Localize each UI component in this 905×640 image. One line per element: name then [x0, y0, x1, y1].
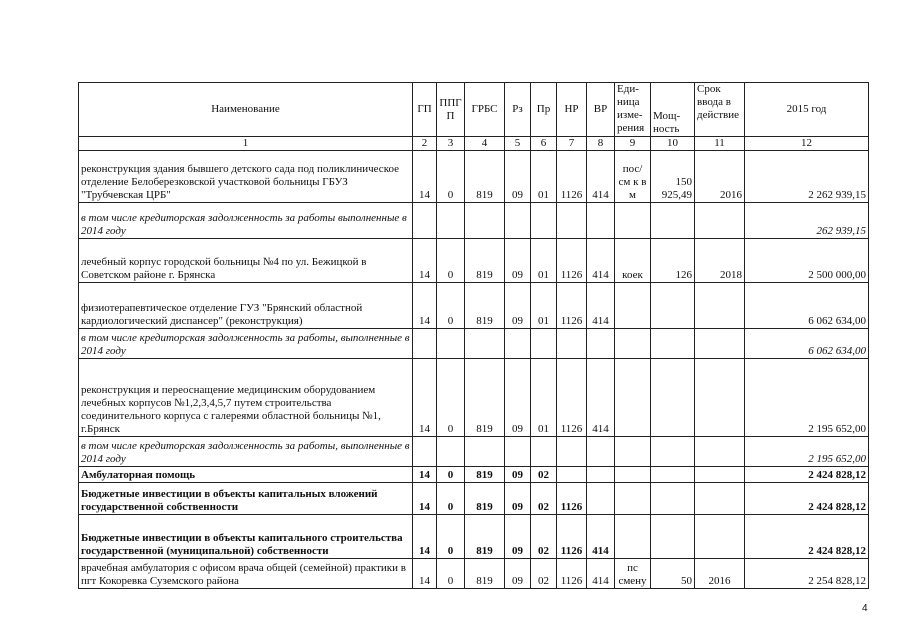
cell-rz: [505, 329, 531, 359]
cell-pr: 02: [531, 467, 557, 483]
cell-gp: 14: [413, 151, 437, 203]
cell-ppg: 0: [437, 559, 465, 589]
cell-nr: 1126: [557, 359, 587, 437]
cell-amount: 2 424 828,12: [745, 483, 869, 515]
cell-capacity: 50: [651, 559, 695, 589]
header-term: Срок ввода в действие: [695, 83, 745, 137]
cell-pr: 01: [531, 359, 557, 437]
cell-rz: 09: [505, 467, 531, 483]
cell-amount: 2 254 828,12: [745, 559, 869, 589]
column-number: 7: [557, 137, 587, 151]
cell-pr: [531, 203, 557, 239]
cell-term: 2016: [695, 151, 745, 203]
cell-ppg: 0: [437, 359, 465, 437]
cell-rz: 09: [505, 515, 531, 559]
cell-ppg: [437, 437, 465, 467]
cell-capacity: [651, 437, 695, 467]
column-number: 8: [587, 137, 615, 151]
header-nr: НР: [557, 83, 587, 137]
cell-grbs: [465, 203, 505, 239]
cell-name: Бюджетные инвестиции в объекты капитального строительства государственной (муниципальной) собственности: [79, 515, 413, 559]
cell-nr: [557, 203, 587, 239]
cell-nr: 1126: [557, 283, 587, 329]
cell-amount: 6 062 634,00: [745, 283, 869, 329]
column-number: 5: [505, 137, 531, 151]
cell-nr: 1126: [557, 515, 587, 559]
table-row: [79, 203, 869, 239]
cell-gp: [413, 203, 437, 239]
cell-rz: [505, 203, 531, 239]
cell-term: 2018: [695, 239, 745, 283]
cell-ppg: 0: [437, 283, 465, 329]
cell-gp: [413, 437, 437, 467]
column-number: 2: [413, 137, 437, 151]
cell-amount: 2 424 828,12: [745, 467, 869, 483]
cell-amount: 2 500 000,00: [745, 239, 869, 283]
column-number: 1: [79, 137, 413, 151]
cell-capacity: [651, 329, 695, 359]
cell-name: в том числе кредиторская задолженность за работы, выполненные в 2014 году: [79, 329, 413, 359]
cell-unit: коек: [615, 239, 651, 283]
header-vr: ВР: [587, 83, 615, 137]
cell-capacity: [651, 283, 695, 329]
cell-vr: [587, 467, 615, 483]
header-rz: Рз: [505, 83, 531, 137]
column-number: 11: [695, 137, 745, 151]
cell-vr: 414: [587, 559, 615, 589]
cell-nr: [557, 437, 587, 467]
table-row: [79, 359, 869, 437]
cell-capacity: [651, 203, 695, 239]
cell-amount: 2 262 939,15: [745, 151, 869, 203]
cell-amount: 2 195 652,00: [745, 359, 869, 437]
cell-capacity: [651, 515, 695, 559]
cell-unit: [615, 359, 651, 437]
header-unit: Еди- ница изме- рения: [615, 83, 651, 137]
cell-term: [695, 437, 745, 467]
cell-grbs: 819: [465, 151, 505, 203]
table-row: [79, 559, 869, 589]
table-row: [79, 329, 869, 359]
cell-rz: 09: [505, 559, 531, 589]
cell-term: [695, 329, 745, 359]
cell-capacity: [651, 483, 695, 515]
cell-grbs: 819: [465, 359, 505, 437]
cell-vr: [587, 329, 615, 359]
cell-grbs: [465, 437, 505, 467]
cell-name: в том числе кредиторская задолженность за работы выполненные в 2014 году: [79, 203, 413, 239]
cell-nr: [557, 467, 587, 483]
cell-vr: 414: [587, 515, 615, 559]
cell-ppg: [437, 203, 465, 239]
cell-nr: 1126: [557, 239, 587, 283]
cell-name: Амбулаторная помощь: [79, 467, 413, 483]
cell-gp: 14: [413, 467, 437, 483]
cell-gp: 14: [413, 239, 437, 283]
cell-term: [695, 283, 745, 329]
cell-amount: 2 195 652,00: [745, 437, 869, 467]
cell-unit: [615, 283, 651, 329]
column-number: 3: [437, 137, 465, 151]
cell-capacity: [651, 359, 695, 437]
cell-vr: 414: [587, 151, 615, 203]
cell-unit: [615, 203, 651, 239]
cell-unit: [615, 467, 651, 483]
cell-vr: [587, 437, 615, 467]
cell-pr: 02: [531, 483, 557, 515]
cell-ppg: 0: [437, 515, 465, 559]
header-capacity: Мощ- ность: [651, 83, 695, 137]
cell-gp: 14: [413, 559, 437, 589]
cell-term: [695, 359, 745, 437]
cell-ppg: 0: [437, 239, 465, 283]
cell-vr: [587, 203, 615, 239]
cell-nr: 1126: [557, 559, 587, 589]
cell-ppg: [437, 329, 465, 359]
cell-name: физиотерапевтическое отделение ГУЗ "Брянский областной кардиологический диспансер" (реконструкция): [79, 283, 413, 329]
cell-term: 2016: [695, 559, 745, 589]
cell-pr: 01: [531, 239, 557, 283]
cell-term: [695, 483, 745, 515]
cell-unit: [615, 437, 651, 467]
column-numbers-row: [79, 137, 869, 151]
table-row: [79, 515, 869, 559]
cell-nr: [557, 329, 587, 359]
table-row: [79, 151, 869, 203]
cell-nr: 1126: [557, 483, 587, 515]
table-row: [79, 437, 869, 467]
cell-grbs: 819: [465, 559, 505, 589]
cell-grbs: 819: [465, 239, 505, 283]
cell-name: лечебный корпус городской больницы №4 по ул. Бежицкой в Советском районе г. Брянска: [79, 239, 413, 283]
cell-gp: 14: [413, 483, 437, 515]
cell-gp: [413, 329, 437, 359]
header-grbs: ГРБС: [465, 83, 505, 137]
cell-rz: 09: [505, 283, 531, 329]
cell-capacity: 126: [651, 239, 695, 283]
column-number: 4: [465, 137, 505, 151]
cell-pr: 01: [531, 283, 557, 329]
cell-vr: 414: [587, 239, 615, 283]
table-row: [79, 283, 869, 329]
cell-unit: [615, 329, 651, 359]
cell-rz: 09: [505, 151, 531, 203]
header-ppg: ППГ П: [437, 83, 465, 137]
cell-grbs: 819: [465, 283, 505, 329]
cell-capacity: [651, 467, 695, 483]
cell-ppg: 0: [437, 151, 465, 203]
cell-grbs: [465, 329, 505, 359]
column-number: 9: [615, 137, 651, 151]
header-name: Наименование: [79, 83, 413, 137]
cell-pr: [531, 329, 557, 359]
table-body: [79, 151, 869, 589]
cell-name: реконструкция здания бывшего детского сада под поликлиническое отделение Белоберезковской участковой больницы ГБУЗ "Трубчевская ЦРБ": [79, 151, 413, 203]
cell-amount: 262 939,15: [745, 203, 869, 239]
cell-grbs: 819: [465, 483, 505, 515]
cell-name: врачебная амбулатория с офисом врача общей (семейной) практики в пгт Кокоревка Суземского района: [79, 559, 413, 589]
header-gp: ГП: [413, 83, 437, 137]
table-row: [79, 467, 869, 483]
cell-name: в том числе кредиторская задолженность за работы, выполненные в 2014 году: [79, 437, 413, 467]
cell-gp: 14: [413, 359, 437, 437]
table-header: [79, 83, 869, 151]
table-row: [79, 239, 869, 283]
cell-rz: 09: [505, 239, 531, 283]
cell-nr: 1126: [557, 151, 587, 203]
column-number: 12: [745, 137, 869, 151]
cell-pr: 01: [531, 151, 557, 203]
cell-name: Бюджетные инвестиции в объекты капитальных вложений государственной собственности: [79, 483, 413, 515]
cell-grbs: 819: [465, 467, 505, 483]
cell-unit: пос/см к в м: [615, 151, 651, 203]
cell-term: [695, 203, 745, 239]
cell-ppg: 0: [437, 483, 465, 515]
cell-unit: пс смену: [615, 559, 651, 589]
cell-gp: 14: [413, 283, 437, 329]
cell-name: реконструкция и переоснащение медицинским оборудованием лечебных корпусов №1,2,3,4,5,7 путем строительства соединительного корпуса с галереями областной больницы №1, г.Брянск: [79, 359, 413, 437]
cell-term: [695, 467, 745, 483]
budget-table: [78, 82, 869, 589]
cell-vr: 414: [587, 283, 615, 329]
cell-pr: 02: [531, 559, 557, 589]
header-year: 2015 год: [745, 83, 869, 137]
cell-unit: [615, 483, 651, 515]
cell-pr: 02: [531, 515, 557, 559]
cell-amount: 2 424 828,12: [745, 515, 869, 559]
cell-grbs: 819: [465, 515, 505, 559]
cell-ppg: 0: [437, 467, 465, 483]
cell-gp: 14: [413, 515, 437, 559]
cell-unit: [615, 515, 651, 559]
cell-rz: 09: [505, 359, 531, 437]
cell-pr: [531, 437, 557, 467]
header-pr: Пр: [531, 83, 557, 137]
column-number: 10: [651, 137, 695, 151]
cell-rz: 09: [505, 483, 531, 515]
cell-rz: [505, 437, 531, 467]
column-number: 6: [531, 137, 557, 151]
cell-term: [695, 515, 745, 559]
cell-vr: 414: [587, 359, 615, 437]
cell-vr: [587, 483, 615, 515]
cell-capacity: 150 925,49: [651, 151, 695, 203]
table-row: [79, 483, 869, 515]
cell-amount: 6 062 634,00: [745, 329, 869, 359]
page-number: 4: [862, 603, 868, 614]
